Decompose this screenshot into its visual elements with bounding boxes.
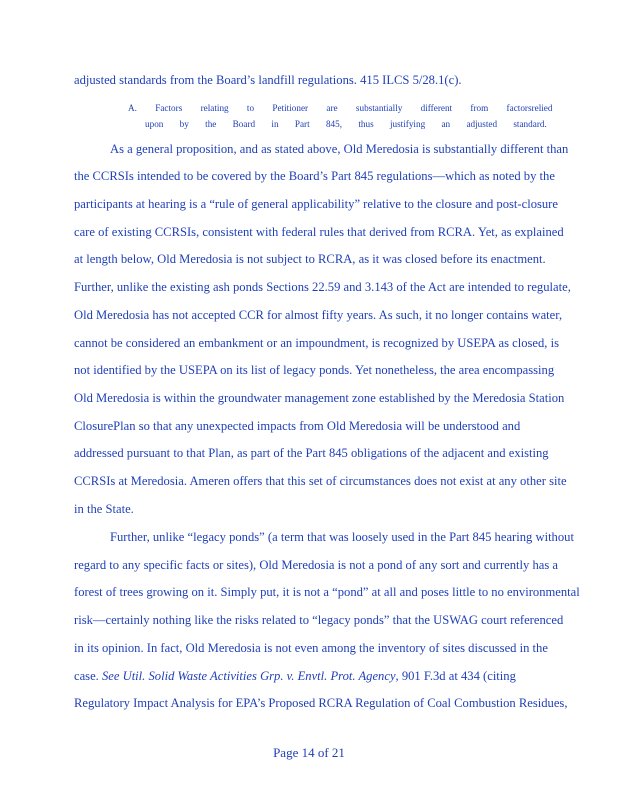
body-line: Old Meredosia is within the groundwater management zone established by the Meredosia Station (74, 391, 565, 405)
citation-prefix: case. (74, 669, 102, 683)
section-heading-line: upon by the Board in Part 845, thus justifying an adjusted standard. (145, 119, 547, 129)
body-line: regard to any specific facts or sites), Old Meredosia is not a pond of any sort and currently has a (74, 558, 559, 572)
body-line: forest of trees growing on it. Simply put, it is not a “pond” at all and poses little to no environmental (74, 585, 580, 599)
citation-line (74, 668, 602, 684)
body-line: in its opinion. In fact, Old Meredosia is not even among the inventory of sites discussed in the (74, 641, 548, 655)
body-line: adjusted standards from the Board’s landfill regulations. 415 ILCS 5/28.1(c). (74, 73, 462, 87)
body-line: in the State. (74, 502, 134, 516)
body-line: CCRSIs at Meredosia. Ameren offers that this set of circumstances does not exist at any other site (74, 474, 567, 488)
body-line: risk—certainly nothing like the risks related to “legacy ponds” that the USWAG court referenced (74, 613, 564, 627)
body-line: care of existing CCRSIs, consistent with federal rules that derived from RCRA. Yet, as explained (74, 225, 564, 239)
body-line: cannot be considered an embankment or an impoundment, is recognized by USEPA as closed, is (74, 336, 559, 350)
body-line: participants at hearing is a “rule of general applicability” relative to the closure and post-closure (74, 197, 558, 211)
body-line: Regulatory Impact Analysis for EPA’s Proposed RCRA Regulation of Coal Combustion Residues, (74, 696, 568, 710)
section-heading-line: A. Factors relating to Petitioner are substantially different from factorsrelied (128, 103, 553, 113)
body-line: ClosurePlan so that any unexpected impacts from Old Meredosia will be understood and (74, 419, 521, 433)
body-line: Old Meredosia has not accepted CCR for almost fifty years. As such, it no longer contains water, (74, 308, 563, 322)
body-line: As a general proposition, and as stated above, Old Meredosia is substantially different than (110, 142, 569, 156)
page-number: Page 14 of 21 (273, 745, 345, 760)
body-line: addressed pursuant to that Plan, as part of the Part 845 obligations of the adjacent and existing (74, 446, 549, 460)
citation-suffix: , 901 F.3d at 434 (citing (395, 669, 516, 683)
body-line: at length below, Old Meredosia is not subject to RCRA, as it was closed before its enactment. (74, 252, 546, 266)
body-line: Further, unlike the existing ash ponds Sections 22.59 and 3.143 of the Act are intended to regulate, (74, 280, 571, 294)
body-line: not identified by the USEPA on its list of legacy ponds. Yet nonetheless, the area encompassing (74, 363, 555, 377)
body-line: Further, unlike “legacy ponds” (a term that was loosely used in the Part 845 hearing without (110, 530, 574, 544)
body-line: the CCRSIs intended to be covered by the Board’s Part 845 regulations—which as noted by the (74, 169, 555, 183)
case-citation: See Util. Solid Waste Activities Grp. v. Envtl. Prot. Agency (101, 669, 396, 683)
